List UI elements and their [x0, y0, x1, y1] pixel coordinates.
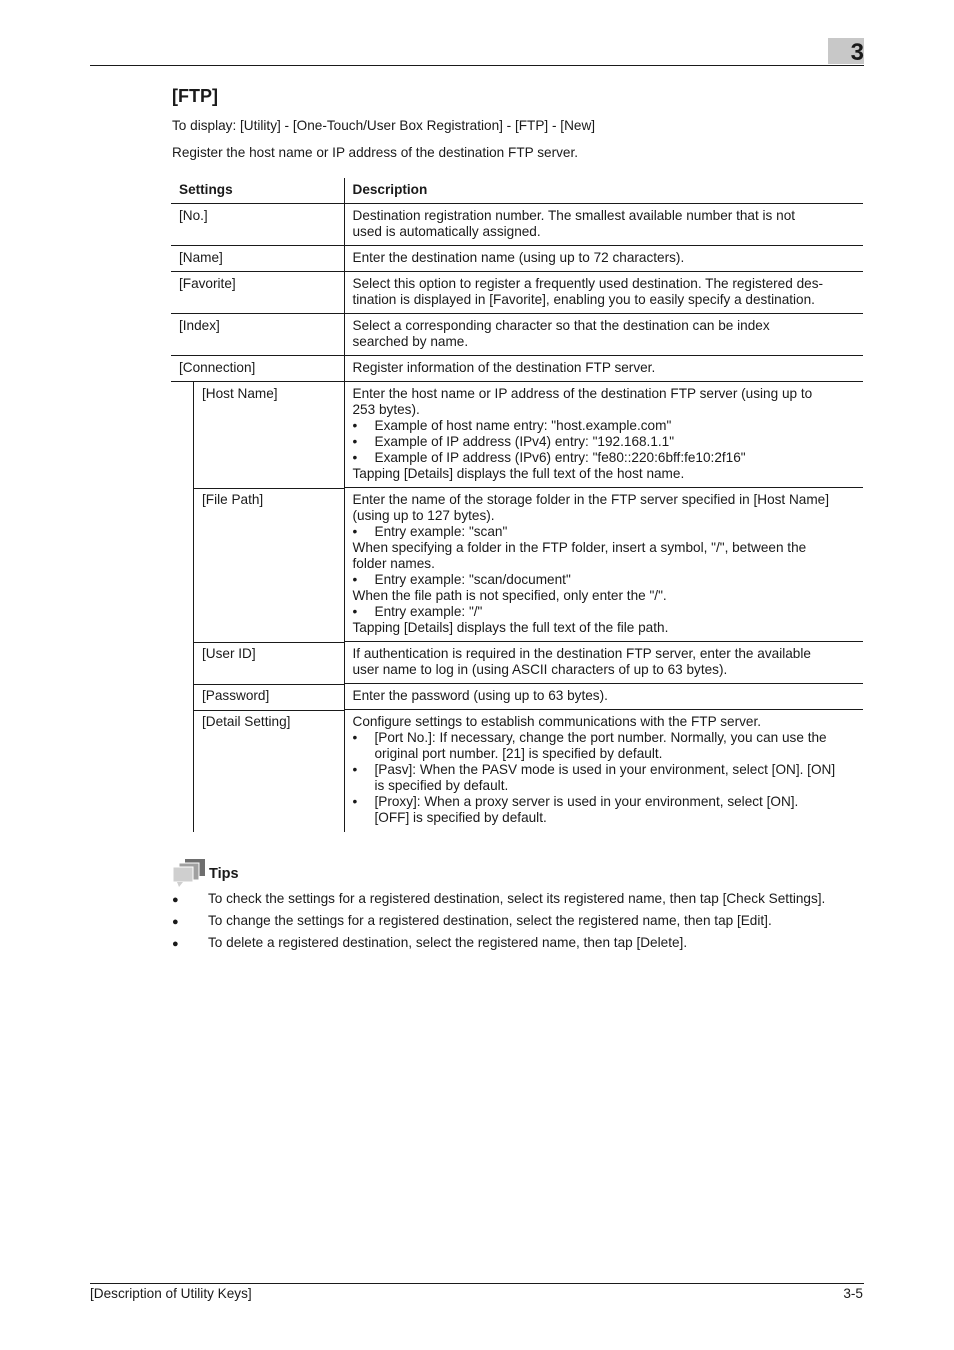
- list-item: • Example of host name entry: "host.example.com": [352, 418, 672, 433]
- chapter-number-badge: [828, 38, 864, 64]
- setting-description: Enter the password (using up to 63 bytes).: [344, 684, 863, 710]
- settings-table: [171, 178, 863, 832]
- setting-label: [Host Name]: [194, 382, 344, 489]
- table-header-row: [171, 178, 863, 204]
- setting-description: Configure settings to establish communications with the FTP server. • [Port No.]: If necessary, change the port number. Normally, you can use the original port number. [21] is specified by default. • [Pasv]: When the PASV mode is used in your environment, select [ON]. [ON] is specified by default. • [Proxy]: When a proxy server is used in your environment, select [ON]. [OFF] is specified by default.: [344, 710, 863, 833]
- table-row: [171, 204, 863, 246]
- setting-description: If authentication is required in the destination FTP server, enter the available user name to log in (using ASCII characters of up to 63 bytes).: [344, 642, 863, 684]
- header-description: Description: [344, 178, 863, 204]
- setting-label: [File Path]: [194, 488, 344, 643]
- footer-rule: [90, 1283, 864, 1284]
- sub-setting-cell: [171, 642, 344, 684]
- chapter-number: 3: [850, 39, 864, 66]
- tips-title: Tips: [209, 866, 239, 882]
- bullet-list: [353, 418, 856, 466]
- intro-text: Register the host name or IP address of the destination FTP server.: [172, 145, 579, 160]
- table-row-sub: [171, 488, 863, 642]
- list-item: • Entry example: "scan": [352, 524, 508, 539]
- table-row-sub: [171, 382, 863, 488]
- list-item: • Entry example: "/": [352, 604, 483, 619]
- list-item: • [Port No.]: If necessary, change the port number. Normally, you can use the original port number. [21] is specified by default.: [352, 730, 827, 761]
- sub-setting-cell: [171, 488, 344, 642]
- setting-label: [User ID]: [194, 642, 344, 685]
- setting-label: [Password]: [194, 684, 344, 711]
- sub-setting-cell: [171, 684, 344, 710]
- setting-description: Enter the host name or IP address of the destination FTP server (using up to 253 bytes). • Example of host name entry: "host.example.com" • Example of IP address (IPv4) entry: "192.168.1.1" • Example of IP address (IPv6) entry: "fe80::220:6bff:fe10:2f16" Tapping [Details] displays the full text of the host name.: [344, 382, 863, 488]
- setting-description: Select this option to register a frequently used destination. The registered des- tination is displayed in [Favorite], enabling you to easily specify a destination.: [344, 272, 863, 314]
- sub-setting-cell: [171, 710, 344, 833]
- list-item: • Example of IP address (IPv4) entry: "192.168.1.1": [352, 434, 675, 449]
- setting-label: [Connection]: [171, 356, 344, 382]
- setting-description: Enter the destination name (using up to 72 characters).: [344, 246, 863, 272]
- header-settings: Settings: [171, 178, 344, 204]
- setting-description: Register information of the destination FTP server.: [344, 356, 863, 382]
- setting-label: [Favorite]: [171, 272, 344, 314]
- table-row-sub: [171, 642, 863, 684]
- list-item: • Entry example: "scan/document": [352, 572, 571, 587]
- list-item: • Example of IP address (IPv6) entry: "fe80::220:6bff:fe10:2f16": [352, 450, 746, 465]
- list-item: • [Pasv]: When the PASV mode is used in your environment, select [ON]. [ON] is specified by default.: [352, 762, 836, 793]
- setting-description: Destination registration number. The smallest available number that is not used is automatically assigned.: [344, 204, 863, 246]
- header-rule: [90, 65, 864, 66]
- table-row: [171, 314, 863, 356]
- section-title: [FTP]: [172, 86, 218, 106]
- table-row: [171, 272, 863, 314]
- setting-label: [Index]: [171, 314, 344, 356]
- setting-description: Select a corresponding character so that the destination can be index searched by name.: [344, 314, 863, 356]
- setting-label: [Detail Setting]: [202, 713, 291, 729]
- table-row-sub: [171, 684, 863, 710]
- footer-section-name: [Description of Utility Keys]: [90, 1286, 252, 1301]
- list-item: • [Proxy]: When a proxy server is used in your environment, select [ON]. [OFF] is specified by default.: [352, 794, 799, 825]
- table-row-sub: [171, 710, 863, 833]
- setting-description: Enter the name of the storage folder in the FTP server specified in [Host Name] (using up to 127 bytes). • Entry example: "scan" When specifying a folder in the FTP folder, insert a symbol, "/", between the folder names. • Entry example: "scan/document" When the file path is not specified, only enter the "/". • Entry example: "/" Tapping [Details] displays the full text of the file path.: [344, 488, 863, 642]
- table-row: [171, 356, 863, 382]
- page-number: 3-5: [843, 1286, 863, 1301]
- setting-label: [No.]: [171, 204, 344, 246]
- sub-setting-cell: [171, 382, 344, 488]
- tips-icon: [173, 858, 207, 888]
- setting-label: [Name]: [171, 246, 344, 272]
- table-row: [171, 246, 863, 272]
- display-path: To display: [Utility] - [One-Touch/User Box Registration] - [FTP] - [New]: [172, 118, 596, 133]
- bullet-list: [353, 730, 856, 826]
